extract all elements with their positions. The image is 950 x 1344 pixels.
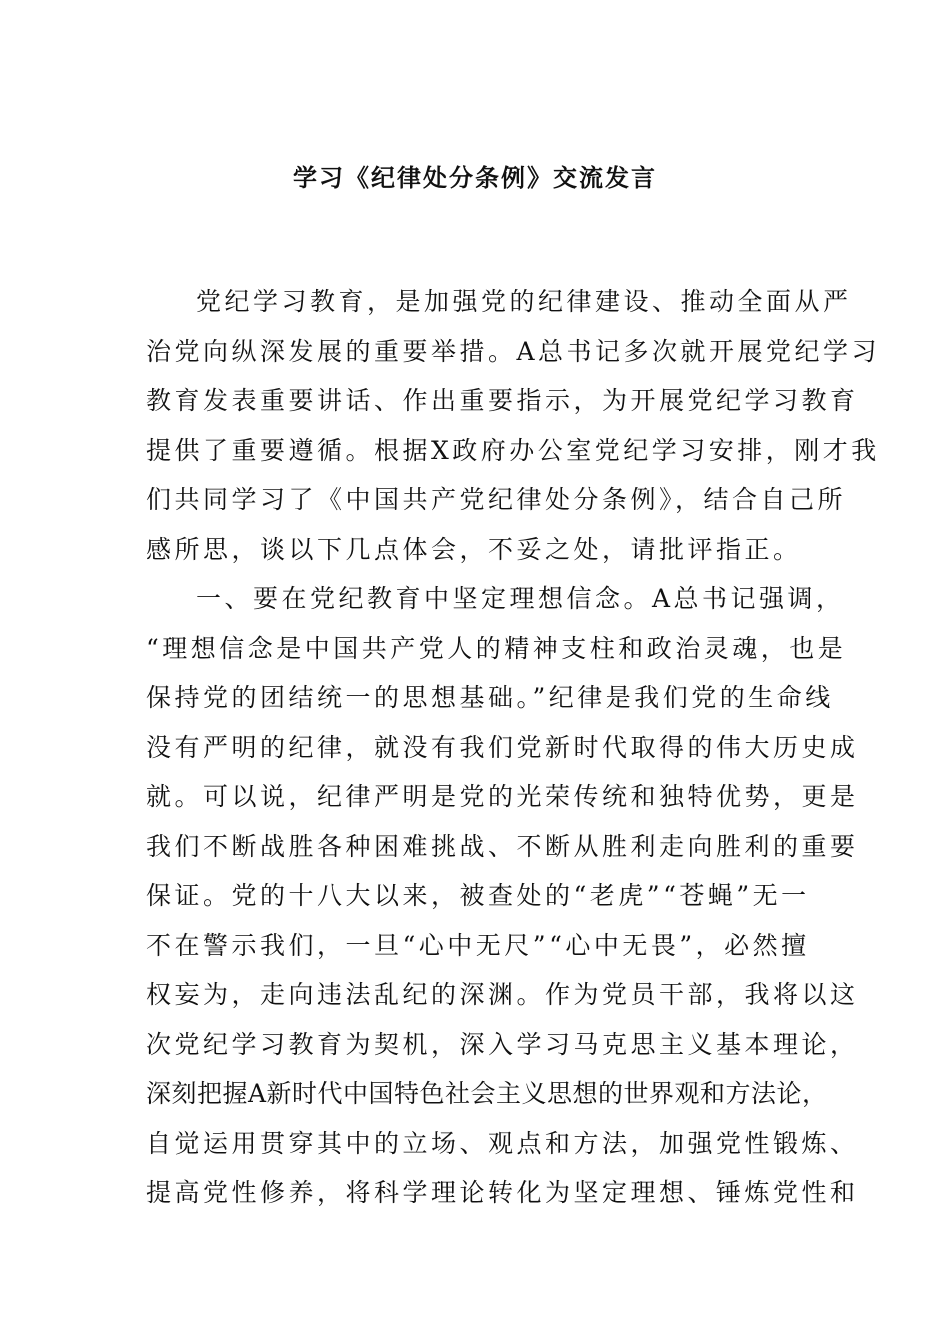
paragraph-2-line-13: 提高党性修养，将科学理论转化为坚定理想、锤炼党性和	[146, 1178, 859, 1207]
paragraph-2-line-12: 自觉运用贯穿其中的立场、观点和方法，加强党性锻炼、	[146, 1128, 859, 1158]
paragraph-1-line-3: 教育发表重要讲话、作出重要指示，为开展党纪学习教育	[146, 386, 859, 415]
paragraph-2-line-5: 就。可以说，纪律严明是党的光荣传统和独特优势，更是	[146, 782, 859, 811]
paragraph-1-line-6: 感所思，谈以下几点体会，不妥之处，请批评指正。	[146, 534, 802, 564]
paragraph-2-line-6: 我们不断战胜各种困难挑战、不断从胜利走向胜利的重要	[146, 831, 859, 861]
paragraph-2-line-2: “理想信念是中国共产党人的精神支柱和政治灵魂，也是	[146, 633, 847, 663]
paragraph-1-line-4: 提供了重要遵循。根据X政府办公室党纪学习安排，刚才我	[146, 435, 880, 465]
paragraph-2-line-1: 一、要在党纪教育中坚定理想信念。A总书记强调，	[196, 584, 845, 613]
paragraph-1-line-1: 党纪学习教育，是加强党的纪律建设、推动全面从严	[196, 287, 852, 316]
paragraph-1-line-2: 治党向纵深发展的重要举措。A总书记多次就开展党纪学习	[146, 336, 881, 366]
paragraph-1-line-5: 们共同学习了《中国共产党纪律处分条例》，结合自己所	[146, 485, 847, 514]
document-body	[146, 277, 881, 1218]
paragraph-2-line-7: 保证。党的十八大以来，被查处的“老虎”“苍蝇”无一	[146, 881, 810, 910]
paragraph-2-line-10: 次党纪学习教育为契机，深入学习马克思主义基本理论，	[146, 1029, 859, 1059]
paragraph-2-line-11: 深刻把握A新时代中国特色社会主义思想的世界观和方法论，	[146, 1079, 828, 1108]
paragraph-2-line-9: 权妄为，走向违法乱纪的深渊。作为党员干部，我将以这	[146, 980, 859, 1009]
paragraph-2-line-4: 没有严明的纪律，就没有我们党新时代取得的伟大历史成	[146, 732, 859, 762]
paragraph-2-line-3: 保持党的团结统一的思想基础。”纪律是我们党的生命线	[146, 683, 834, 712]
paragraph-2-line-8: 不在警示我们，一旦“心中无尺”“心中无畏”，必然擅	[146, 930, 810, 960]
document-title: 学习《纪律处分条例》交流发言	[293, 163, 657, 192]
